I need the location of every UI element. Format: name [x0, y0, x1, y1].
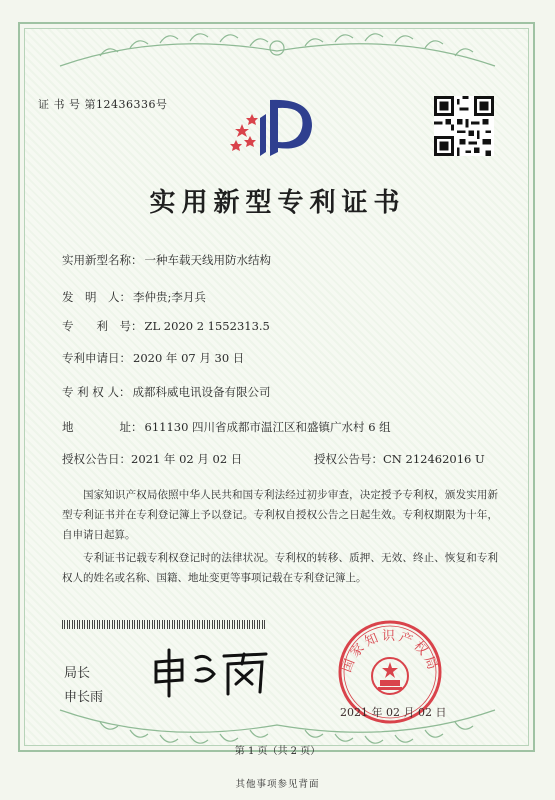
patent-office-logo-icon: [228, 92, 328, 164]
announce-date-label: 授权公告日：: [62, 452, 131, 466]
announce-number-value: CN 212462016 U: [383, 452, 485, 466]
field-label: 发 明 人：: [62, 290, 131, 304]
field-value: 611130 四川省成都市温江区和盛镇广水村 6 组: [144, 420, 391, 434]
field-inventor: [62, 289, 206, 305]
field-label: 专 利 权 人：: [62, 385, 131, 399]
national-emblem-icon: [372, 658, 408, 694]
page-number: 第 1 页（共 2 页）: [234, 746, 321, 757]
field-value: 一种车载天线用防水结构: [144, 253, 271, 267]
field-application-date: [62, 350, 244, 366]
director-name: 申长雨: [64, 690, 104, 705]
legal-paragraph: 专利证书记载专利权登记时的法律状况。专利权的转移、质押、无效、终止、恢复和专利权人的姓名或名称、国籍、地址变更等事项记载在专利登记簿上。: [62, 552, 498, 584]
field-patentee: [62, 384, 270, 400]
field-value: 2020 年 07 月 30 日: [133, 351, 245, 365]
announce-date-value: 2021 年 02 月 02 日: [131, 452, 243, 466]
field-label: 地 址：: [62, 420, 143, 434]
certificate-title: 实用新型专利证书: [149, 188, 406, 218]
field-address: [62, 419, 391, 435]
director-signature: [148, 640, 273, 700]
issue-date: 2021 年 02 月 02 日: [340, 706, 447, 719]
announce-number-label: 授权公告号：: [314, 452, 383, 466]
legal-status-statement: [62, 548, 498, 588]
certificate-number-value: 12436336: [96, 98, 156, 111]
field-label: 专 利 号：: [62, 319, 143, 333]
field-value: 成都科威电讯设备有限公司: [132, 385, 271, 399]
field-label: 专利申请日：: [62, 351, 131, 365]
grant-statement: [62, 485, 498, 545]
barcode: [62, 620, 267, 629]
field-announcement: [62, 451, 502, 467]
footer-note: 其他事项参见背面: [235, 779, 320, 790]
grant-paragraph: 国家知识产权局依照中华人民共和国专利法经过初步审查，决定授予专利权，颁发实用新型专利证书并在专利登记簿上予以登记。专利权自授权公告之日起生效。专利权期限为十年，自申请日起算。: [62, 489, 498, 541]
field-value: ZL 2020 2 1552313.5: [144, 319, 270, 333]
field-label: 实用新型名称：: [62, 253, 143, 267]
field-value: 李仲贵;李月兵: [133, 290, 206, 304]
field-patent-number: [62, 318, 270, 334]
announce-number: [314, 451, 485, 467]
certificate-number-label: 证 书 号 第: [38, 98, 96, 111]
seal-text: 国家知识产权局: [339, 629, 441, 675]
certificate-number: [38, 96, 168, 112]
field-utility-model-name: [62, 252, 271, 268]
laurel-ornament-top: [40, 26, 515, 76]
qr-code-icon: [434, 96, 494, 156]
director-title: 局长: [64, 666, 91, 681]
certificate-number-suffix: 号: [156, 98, 168, 111]
